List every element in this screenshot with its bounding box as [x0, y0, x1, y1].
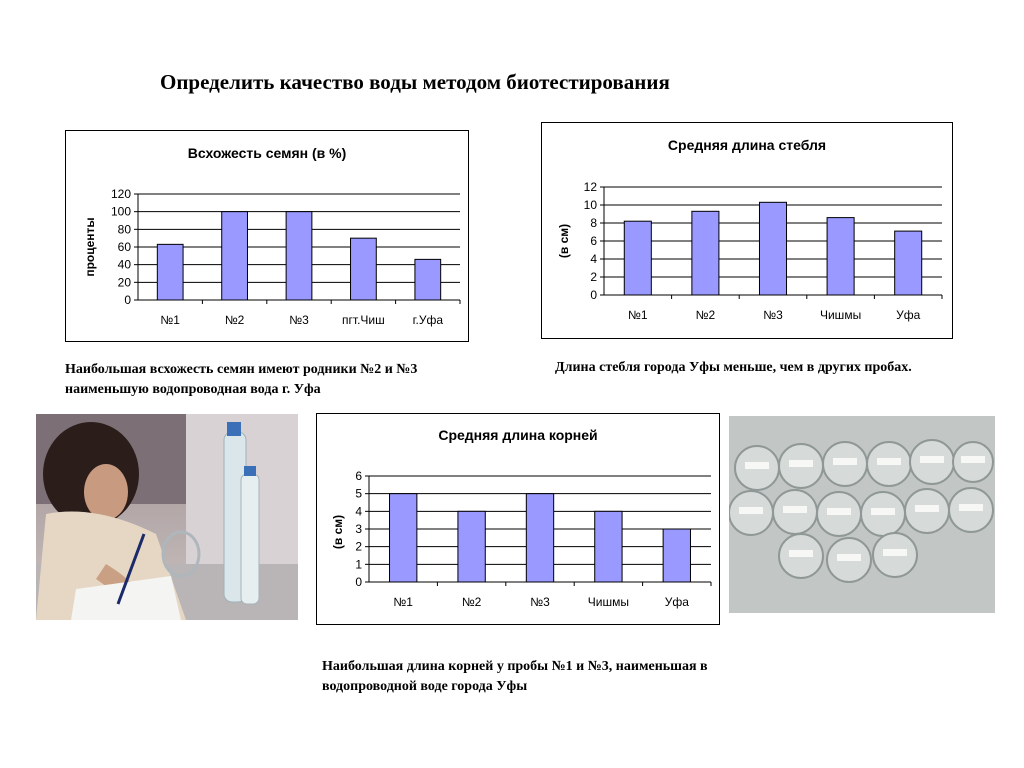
bar — [759, 202, 786, 295]
x-tick-label: №1 — [393, 595, 413, 609]
root-length-chart — [316, 413, 720, 625]
y-tick-label: 2 — [590, 270, 597, 284]
bar — [415, 259, 441, 300]
girl-writing-illustration — [36, 414, 298, 620]
bar — [222, 212, 248, 300]
x-tick-label: Уфа — [896, 308, 921, 322]
bar — [827, 218, 854, 295]
bar — [663, 529, 690, 582]
y-tick-label: 20 — [117, 275, 131, 290]
stem-length-chart — [541, 122, 953, 339]
x-tick-label: пгт.Чиш — [342, 313, 385, 327]
y-tick-label: 3 — [355, 522, 362, 536]
y-tick-label: 6 — [590, 234, 597, 248]
plot-area — [111, 187, 460, 327]
slide-title: Определить качество воды методом биотестирования — [160, 70, 670, 94]
y-tick-label: 40 — [117, 257, 131, 272]
y-tick-label: 8 — [590, 216, 597, 230]
y-tick-label: 0 — [355, 575, 362, 589]
germination-chart-svg — [66, 131, 468, 341]
petri-dishes-photo — [729, 416, 995, 613]
y-tick-label: 6 — [355, 469, 362, 483]
y-tick-label: 4 — [590, 252, 597, 266]
bar — [286, 212, 312, 300]
y-axis-label: (в см) — [331, 514, 345, 550]
y-axis-label: (в см) — [557, 223, 571, 259]
x-tick-label: №1 — [628, 308, 648, 322]
y-tick-label: 2 — [355, 539, 362, 554]
x-tick-label: Уфа — [664, 595, 689, 609]
chart-title: Средняя длина стебля — [667, 137, 827, 153]
petri-dishes-illustration — [729, 416, 995, 613]
x-tick-label: №3 — [289, 313, 309, 327]
x-tick-label: №2 — [461, 595, 482, 609]
y-tick-label: 0 — [590, 288, 597, 302]
x-tick-label: г.Уфа — [412, 313, 444, 327]
stem-length-chart-svg — [542, 123, 952, 338]
bar — [526, 494, 553, 582]
girl-writing-photo — [36, 414, 298, 620]
x-tick-label: №2 — [695, 308, 716, 322]
y-tick-label: 12 — [583, 180, 597, 194]
y-tick-label: 60 — [117, 240, 131, 254]
y-tick-label: 0 — [124, 293, 131, 307]
x-tick-label: №3 — [763, 308, 783, 322]
roots-caption: Наибольшая длина корней у пробы №1 и №3, наименьшая в водопроводной воде города Уфы — [322, 659, 708, 694]
bar — [895, 231, 922, 295]
x-tick-label: Чишмы — [819, 308, 862, 322]
x-tick-label: №1 — [160, 313, 180, 327]
germination-caption: Наибольшая всхожесть семян имеют родники №2 и №3 наименьшую водопроводная вода г. Уфа — [65, 362, 418, 397]
root-length-chart-svg — [317, 414, 719, 624]
bar — [595, 511, 622, 582]
x-tick-label: №2 — [224, 313, 245, 327]
bar — [390, 494, 417, 582]
bar — [458, 511, 485, 582]
x-tick-label: Чишмы — [587, 595, 630, 609]
chart-title: Средняя длина корней — [438, 427, 598, 443]
bar — [157, 244, 183, 300]
stem-caption: Длина стебля города Уфы меньше, чем в других пробах. — [555, 360, 912, 375]
y-tick-label: 10 — [583, 198, 597, 212]
y-tick-label: 120 — [110, 187, 131, 201]
y-tick-label: 80 — [117, 222, 131, 237]
y-tick-label: 5 — [355, 486, 362, 501]
y-axis-label: проценты — [83, 217, 97, 277]
y-tick-label: 1 — [355, 557, 362, 572]
bar — [351, 238, 377, 300]
plot-area — [584, 180, 942, 322]
y-tick-label: 4 — [355, 504, 362, 519]
chart-title: Всхожесть семян (в %) — [187, 145, 347, 161]
y-tick-label: 100 — [110, 204, 131, 219]
plot-area — [355, 469, 711, 609]
bar — [624, 221, 651, 295]
germination-chart — [65, 130, 469, 342]
x-tick-label: №3 — [530, 595, 550, 609]
bar — [692, 211, 719, 295]
